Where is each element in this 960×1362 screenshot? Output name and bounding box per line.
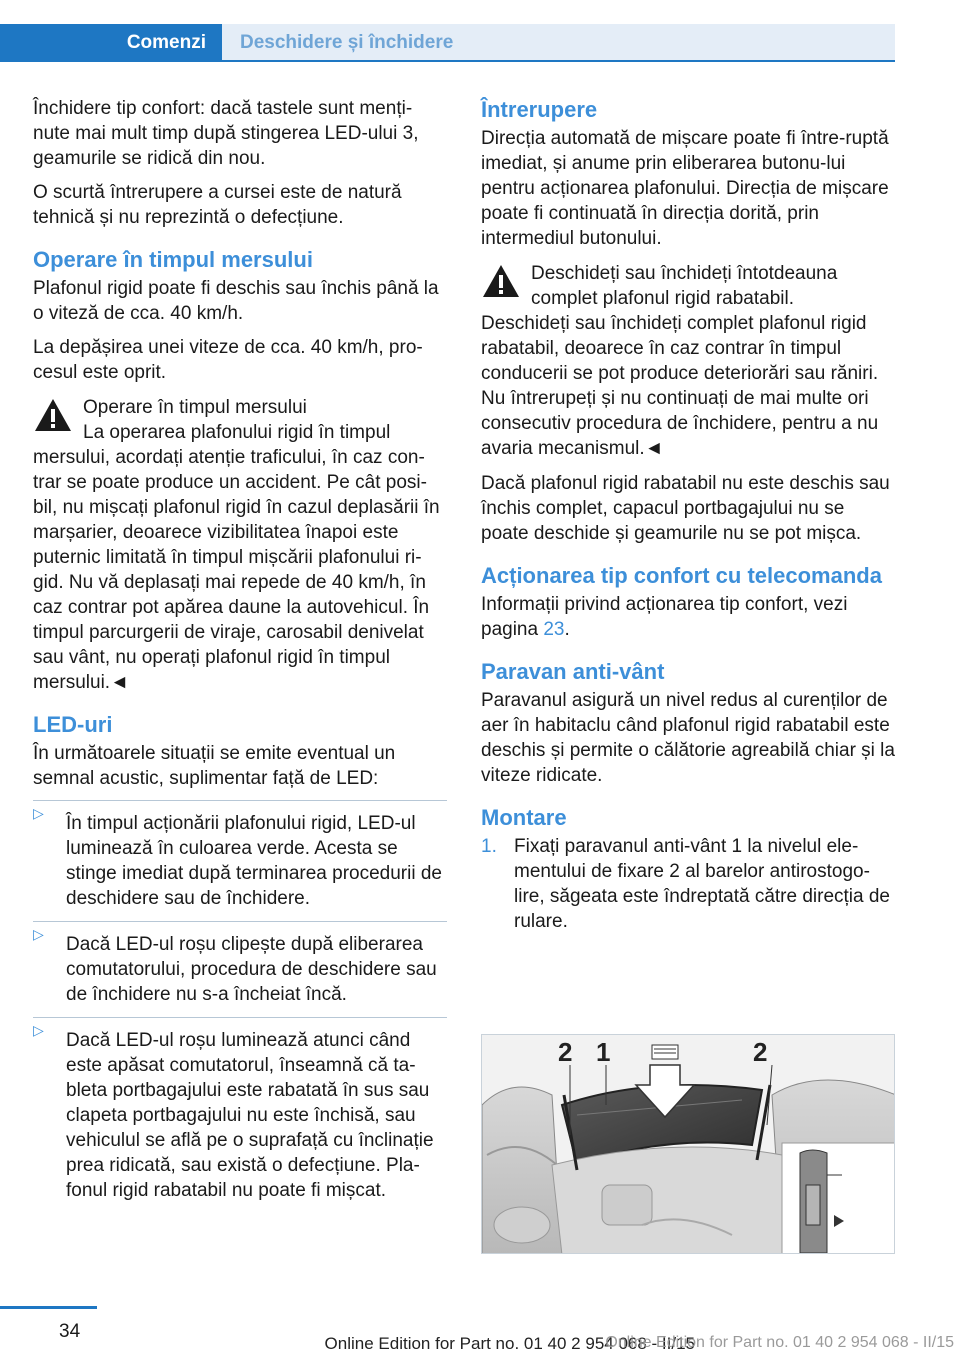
right-column xyxy=(481,96,895,934)
figure-callout-label: 2 xyxy=(558,1037,573,1067)
wind-deflector-illustration xyxy=(481,1034,895,1254)
warning-icon xyxy=(33,397,73,433)
paragraph: În următoarele situații se emite eventual un semnal acustic, suplimentar față de LED: xyxy=(33,743,396,789)
warning-text: La operarea plafonului rigid în timpul mersului, acordați atenție traficului, în caz con‐trar se poate produce un accident. Pe cât posi‐bil, nu mișcați plafonul rigid în cazul deplasării în marșarier, deoarece vizibilitatea înapoi este puternic limitată în timpul mișcării plafonului ri‐gid. Nu vă deplasați mai repede de 40 km/h, în caz contrar pot apărea daune la autovehicul. În timpul parcurgerii de viraje, carosabil denivelat sau vânt, nu operați plafonul rigid în timpul mersului.◄ xyxy=(33,422,440,693)
list-item-text: Dacă LED-ul roșu luminează atunci când este apăsat comutatorul, înseamnă că ta‐bleta portbagajului este rabatată în sus sau clapeta portbagajului nu este închisă, sau vehiculul se află pe o suprafață cu înclinație prea ridicată, sau există o defecțiune. Pla‐fonul rigid rabatabil nu poate fi mișcat. xyxy=(66,1030,434,1201)
paragraph: Direcția automată de mișcare poate fi între‐ruptă imediat, și anume prin eliberarea butonu‐lui pentru acționarea plafonului. Direcția de mișcare poate fi continuată în direcția dorită, prin intermediul butonului. xyxy=(481,128,889,249)
paragraph: Dacă plafonul rigid rabatabil nu este deschis sau închis complet, capacul portbagajului nu se poate deschide și geamurile nu se pot mișca. xyxy=(481,473,890,544)
section-heading-montare: Montare xyxy=(481,805,567,830)
section-heading-paravan: Paravan anti-vânt xyxy=(481,659,665,684)
section-heading-led: LED-uri xyxy=(33,712,113,737)
paragraph-text: . xyxy=(564,619,570,640)
paragraph: La depășirea unei viteze de cca. 40 km/h, pro‐cesul este oprit. xyxy=(33,337,423,383)
figure-callout-label: 2 xyxy=(753,1037,768,1067)
step-list xyxy=(481,834,895,934)
page-header xyxy=(0,0,960,62)
figure-callout-label: 1 xyxy=(596,1037,611,1067)
watermark: Online Edition for Part no. 01 40 2 954 068 - II/15 xyxy=(605,1334,954,1351)
list-item xyxy=(33,921,447,1007)
section-heading-operare: Operare în timpul mersului xyxy=(33,247,313,272)
warning-title: Operare în timpul mersului xyxy=(83,397,307,418)
warning-icon xyxy=(481,263,521,299)
bullet-list xyxy=(33,800,447,1203)
paragraph: Paravanul asigură un nivel redus al curenților de aer în habitaclu când plafonul rigid rabatabil este deschis și permite o călătorie agreabilă chiar și la viteze ridicate. xyxy=(481,690,895,786)
header-divider xyxy=(0,60,895,62)
left-column xyxy=(33,96,447,1213)
triangle-bullet-icon: ▷ xyxy=(33,926,44,942)
list-item xyxy=(33,800,447,911)
chapter-tab[interactable]: Comenzi xyxy=(0,24,222,62)
section-heading-telecomanda: Acționarea tip confort cu telecomanda xyxy=(481,563,882,588)
paragraph-text: Informații privind acționarea tip confort, vezi pagina xyxy=(481,594,848,640)
paragraph xyxy=(481,592,895,642)
paragraph: Închidere tip confort: dacă tastele sunt menți‐nute mai mult timp după stingerea LED-ului 3, geamurile se ridică din nou. xyxy=(33,98,419,169)
paragraph: O scurtă întrerupere a cursei este de natură tehnică și nu reprezintă o defecțiune. xyxy=(33,182,402,228)
edition-note: Online Edition for Part no. 01 40 2 954 068 - II/15 xyxy=(324,1334,695,1353)
list-item-text: În timpul acționării plafonului rigid, LED-ul luminează în culoarea verde. Acesta se stinge imediat după terminarea procedurii de deschidere sau de închidere. xyxy=(66,813,442,909)
warning-text: Deschideți sau închideți complet plafonul rigid rabatabil, deoarece în caz contrar în timpul conducerii se pot produce deteriorări sau răniri. Nu întrerupeți și nu continuați de mai multe ori consecutiv procedura de închidere, pentru a nu avaria mecanismul.◄ xyxy=(481,313,879,459)
section-tab[interactable]: Deschidere și închidere xyxy=(222,24,895,62)
triangle-bullet-icon: ▷ xyxy=(33,805,44,821)
step-number: 1. xyxy=(481,836,497,857)
footer-divider xyxy=(0,1306,97,1309)
list-item-text: Fixați paravanul anti-vânt 1 la nivelul ele‐mentului de fixare 2 al barelor antirostogo‐lire, săgeata este îndreptată către direcția de rulare. xyxy=(514,836,891,932)
warning-title: Deschideți sau închideți întotdeauna complet plafonul rigid rabatabil. xyxy=(531,263,838,309)
page-number: 34 xyxy=(59,1321,81,1342)
section-heading-intrerupere: Întrerupere xyxy=(481,97,598,122)
list-item xyxy=(33,1017,447,1203)
warning-block xyxy=(481,261,895,461)
page-link[interactable]: 23 xyxy=(543,619,565,640)
list-item xyxy=(481,834,895,934)
triangle-bullet-icon: ▷ xyxy=(33,1022,44,1038)
illustration-drawing xyxy=(482,1035,895,1254)
paragraph: Plafonul rigid poate fi deschis sau închis până la o viteză de cca. 40 km/h. xyxy=(33,278,439,324)
warning-block xyxy=(33,395,447,695)
list-item-text: Dacă LED-ul roșu clipește după eliberarea comutatorului, procedura de deschidere sau de închidere nu s-a încheiat încă. xyxy=(66,934,437,1005)
